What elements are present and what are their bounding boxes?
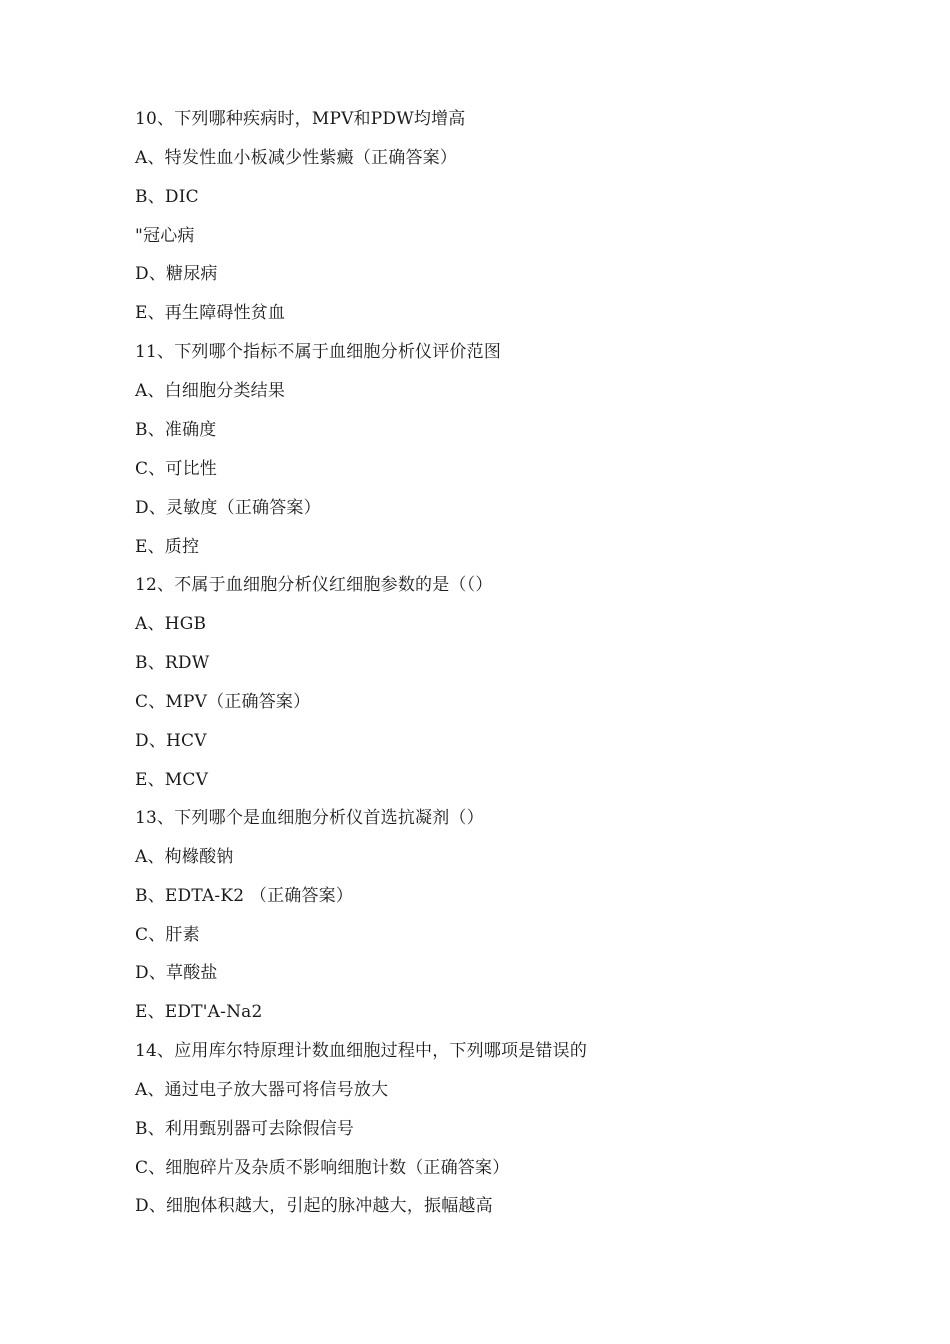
question-14-option-b: B、利用甄别器可去除假信号 <box>135 1119 355 1139</box>
question-13-option-e: E、EDT'A-Na2 <box>135 1002 263 1022</box>
question-13-option-a: A、枸橼酸钠 <box>135 847 234 867</box>
question-13-stem: 13、下列哪个是血细胞分析仪首选抗凝剂（） <box>135 808 484 828</box>
question-14-stem: 14、应用库尔特原理计数血细胞过程中，下列哪项是错误的 <box>135 1041 588 1061</box>
question-12-option-b: B、RDW <box>135 653 210 673</box>
question-10-option-b: B、DIC <box>135 187 199 207</box>
question-13-option-d: D、草酸盐 <box>135 963 218 983</box>
question-11-option-a: A、白细胞分类结果 <box>135 381 286 401</box>
question-10-option-a: A、特发性血小板减少性紫癜（正确答案） <box>135 148 458 168</box>
question-14-option-c: C、细胞碎片及杂质不影响细胞计数（正确答案） <box>135 1158 510 1178</box>
question-12-option-a: A、HGB <box>135 614 207 634</box>
question-12-option-c: C、MPV（正确答案） <box>135 692 311 712</box>
question-13-option-c: C、肝素 <box>135 925 200 945</box>
question-14-option-a: A、通过电子放大器可将信号放大 <box>135 1080 389 1100</box>
question-13-option-b: B、EDTA-K2 （正确答案） <box>135 886 354 906</box>
question-12-stem: 12、不属于血细胞分析仪红细胞参数的是（（） <box>135 575 493 595</box>
question-10-option-e: E、再生障碍性贫血 <box>135 303 286 323</box>
question-14-option-d: D、细胞体积越大，引起的脉冲越大，振幅越高 <box>135 1196 493 1216</box>
question-11-option-c: C、可比性 <box>135 459 218 479</box>
question-11-option-e: E、质控 <box>135 537 200 557</box>
question-11-option-d: D、灵敏度（正确答案） <box>135 498 321 518</box>
question-10-option-c: "冠心病 <box>135 226 195 246</box>
question-10-option-d: D、糖尿病 <box>135 264 218 284</box>
question-12-option-d: D、HCV <box>135 731 207 751</box>
question-12-option-e: E、MCV <box>135 770 209 790</box>
question-10-stem: 10、下列哪种疾病时，MPV和PDW均增高 <box>135 109 466 129</box>
question-11-stem: 11、下列哪个指标不属于血细胞分析仪评价范图 <box>135 342 502 362</box>
question-11-option-b: B、准确度 <box>135 420 217 440</box>
